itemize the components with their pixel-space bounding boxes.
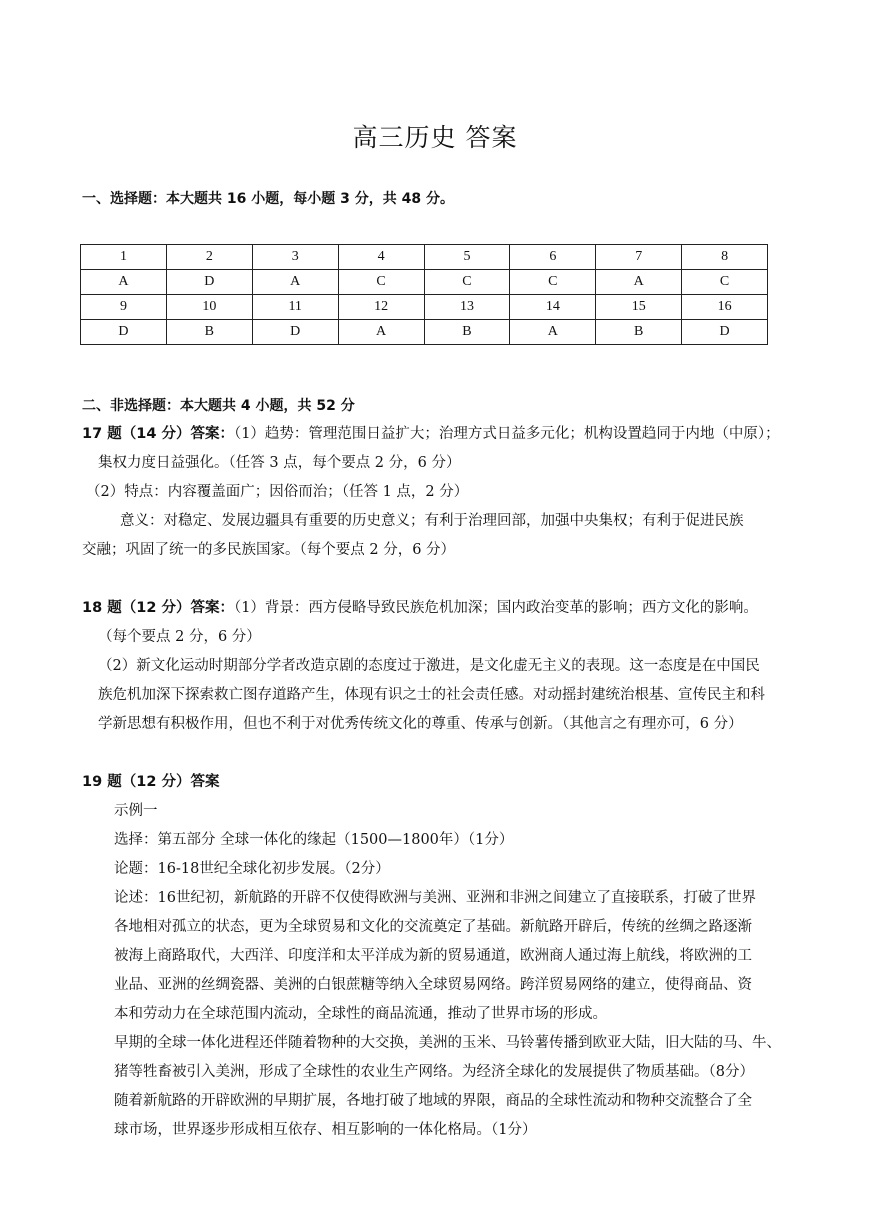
table-row <box>81 320 768 345</box>
table-cell: B <box>424 320 510 345</box>
q18-line-2: （每个要点 2 分，6 分） <box>98 629 261 645</box>
table-cell: B <box>596 320 682 345</box>
q17-label: 17 题（14 分）答案： <box>82 426 234 442</box>
table-cell: A <box>596 270 682 295</box>
q19-body-line: 业品、亚洲的丝绸瓷器、美洲的白银蔗糖等纳入全球贸易网络。跨洋贸易网络的建立，使得商品、资 <box>114 977 752 993</box>
q19-thesis: 论题：16-18世纪全球化初步发展。（2分） <box>114 861 390 877</box>
table-cell: 5 <box>424 245 510 270</box>
table-cell: 11 <box>252 295 338 320</box>
table-cell: B <box>166 320 252 345</box>
table-cell: 16 <box>682 295 768 320</box>
table-cell: A <box>252 270 338 295</box>
table-cell: A <box>81 270 167 295</box>
table-cell: 14 <box>510 295 596 320</box>
q19-body-line: 球市场，世界逐步形成相互依存、相互影响的一体化格局。（1分） <box>114 1122 537 1138</box>
q19-body-line: 本和劳动力在全球范围内流动，全球性的商品流通，推动了世界市场的形成。 <box>114 1006 607 1022</box>
q19-choice: 选择：第五部分 全球一体化的缘起（1500—1800年）（1分） <box>114 832 514 848</box>
q19-body-line: 猪等牲畜被引入美洲，形成了全球性的农业生产网络。为经济全球化的发展提供了物质基础。（8分） <box>114 1064 754 1080</box>
table-cell: C <box>424 270 510 295</box>
q18-line-4: 族危机加深下探索救亡图存道路产生，体现有识之士的社会责任感。对动摇封建统治根基、宣传民主和科 <box>98 687 765 703</box>
q17-line-2: 集权力度日益强化。（任答 3 点，每个要点 2 分，6 分） <box>98 455 461 471</box>
table-cell: D <box>682 320 768 345</box>
table-cell: 13 <box>424 295 510 320</box>
table-cell: 9 <box>81 295 167 320</box>
table-cell: 1 <box>81 245 167 270</box>
table-cell: 2 <box>166 245 252 270</box>
table-cell: A <box>338 320 424 345</box>
table-cell: 8 <box>682 245 768 270</box>
table-cell: 10 <box>166 295 252 320</box>
q18-text: （1）背景：西方侵略导致民族危机加深；国内政治变革的影响；西方文化的影响。 <box>233 600 758 616</box>
q19-body-line: 各地相对孤立的状态，更为全球贸易和文化的交流奠定了基础。新航路开辟后，传统的丝绸之路逐渐 <box>114 919 752 935</box>
table-row <box>81 295 768 320</box>
section2-heading: 二、非选择题：本大题共 4 小题，共 52 分 <box>82 398 355 414</box>
table-cell: 6 <box>510 245 596 270</box>
q18-line-1 <box>82 598 758 618</box>
q19-body-line: 论述：16世纪初，新航路的开辟不仅使得欧洲与美洲、亚洲和非洲之间建立了直接联系，打破了世界 <box>114 890 756 906</box>
q17-line-4: 意义：对稳定、发展边疆具有重要的历史意义；有利于治理回部，加强中央集权；有利于促进民族 <box>120 513 744 529</box>
answer-table <box>80 244 768 345</box>
table-cell: A <box>510 320 596 345</box>
table-cell: 7 <box>596 245 682 270</box>
table-cell: 12 <box>338 295 424 320</box>
q17-line-3: （2）特点：内容覆盖面广；因俗而治；（任答 1 点，2 分） <box>86 484 469 500</box>
table-cell: C <box>682 270 768 295</box>
table-cell: D <box>81 320 167 345</box>
q18-line-5: 学新思想有积极作用，但也不利于对优秀传统文化的尊重、传承与创新。（其他言之有理亦可，6 分） <box>98 716 743 732</box>
q19-body-line: 被海上商路取代，大西洋、印度洋和太平洋成为新的贸易通道，欧洲商人通过海上航线，将欧洲的工 <box>114 948 752 964</box>
table-cell: D <box>252 320 338 345</box>
table-cell: C <box>510 270 596 295</box>
table-cell: 3 <box>252 245 338 270</box>
q17-line-1 <box>82 424 780 444</box>
table-row <box>81 270 768 295</box>
q18-label: 18 题（12 分）答案： <box>82 600 234 616</box>
page-title: 高三历史 答案 <box>352 123 518 152</box>
section1-heading: 一、选择题：本大题共 16 小题，每小题 3 分，共 48 分。 <box>82 191 454 207</box>
q19-label: 19 题（12 分）答案 <box>82 774 220 790</box>
table-cell: 15 <box>596 295 682 320</box>
q19-body-line: 早期的全球一体化进程还伴随着物种的大交换，美洲的玉米、马铃薯传播到欧亚大陆，旧大陆的马、牛、 <box>114 1035 781 1051</box>
q17-text: （1）趋势：管理范围日益扩大；治理方式日益多元化；机构设置趋同于内地（中原）； <box>233 426 780 442</box>
q19-example: 示例一 <box>114 803 158 819</box>
q19-body-line: 随着新航路的开辟欧洲的早期扩展，各地打破了地域的界限，商品的全球性流动和物种交流整合了全 <box>114 1093 752 1109</box>
table-row <box>81 245 768 270</box>
table-cell: 4 <box>338 245 424 270</box>
q17-line-5: 交融；巩固了统一的多民族国家。（每个要点 2 分，6 分） <box>82 542 456 558</box>
table-cell: D <box>166 270 252 295</box>
q18-line-3: （2）新文化运动时期部分学者改造京剧的态度过于激进，是文化虚无主义的表现。这一态度是在中国民 <box>98 658 760 674</box>
table-cell: C <box>338 270 424 295</box>
